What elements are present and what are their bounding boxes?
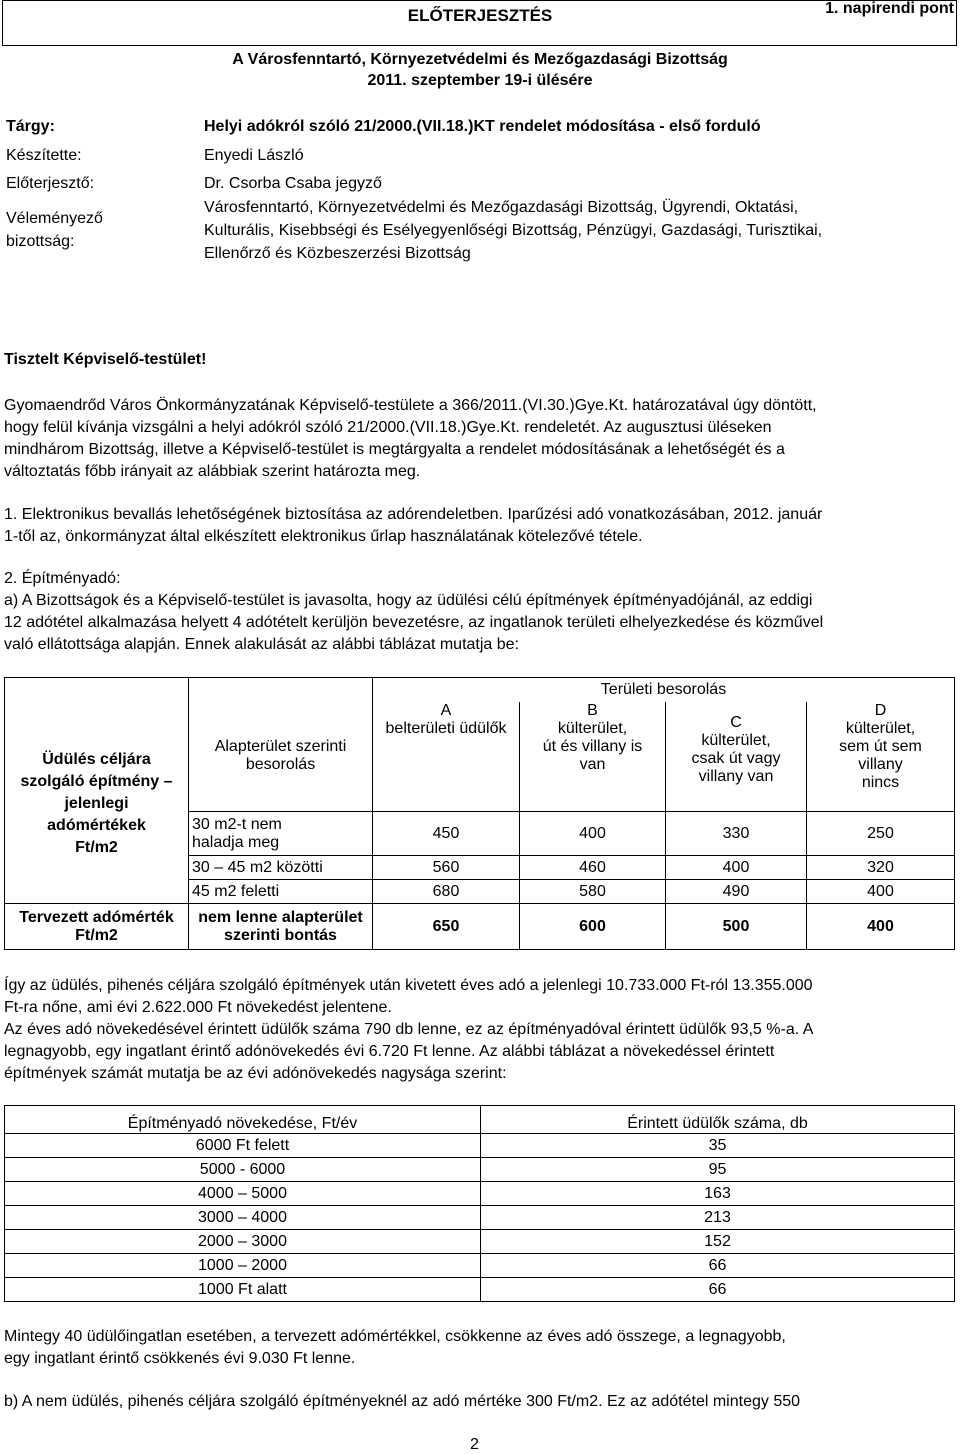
planned-b: 600 bbox=[520, 904, 666, 950]
subject-label: Tárgy: bbox=[6, 118, 55, 135]
paragraph-6 bbox=[4, 1326, 954, 1370]
tax-increase-table bbox=[4, 1105, 955, 1302]
page-number: 2 bbox=[470, 1436, 479, 1453]
base-area-row-2: 30 – 45 m2 közötti bbox=[189, 856, 373, 880]
affected-count: 213 bbox=[481, 1206, 955, 1230]
text-line: való ellátottsága alapján. Ennek alakulását az alábbi táblázat mutatja be: bbox=[4, 636, 520, 653]
agenda-item: 1. napirendi pont bbox=[825, 0, 954, 17]
section-heading: 2. Építményadó: bbox=[4, 570, 121, 587]
table-row bbox=[5, 1254, 955, 1278]
reviewer-label-2: bizottság: bbox=[6, 233, 75, 250]
rate-b: 460 bbox=[520, 856, 666, 880]
paragraph-5 bbox=[4, 1019, 954, 1085]
paragraph-3 bbox=[4, 568, 954, 656]
increase-range: 5000 - 6000 bbox=[5, 1158, 481, 1182]
increase-range: 4000 – 5000 bbox=[5, 1182, 481, 1206]
col-d-header: D külterület, sem út sem villany nincs bbox=[807, 702, 955, 812]
increase-range: 1000 Ft alatt bbox=[5, 1278, 481, 1302]
text-line: egy ingatlant érintő csökkenés évi 9.030 Ft lenne. bbox=[4, 1350, 356, 1367]
base-area-header: Alapterület szerinti besorolás bbox=[189, 702, 373, 812]
text-line: Gyomaendrőd Város Önkormányzatának Képviselő-testülete a 366/2011.(VI.30.)Gye.Kt. határozatával úgy döntött, bbox=[4, 397, 817, 414]
text-line: legnagyobb, egy ingatlant érintő adónövekedés évi 6.720 Ft lenne. Az alábbi táblázat a növekedéssel érintett bbox=[4, 1043, 775, 1060]
increase-range: 6000 Ft felett bbox=[5, 1134, 481, 1158]
rate-a: 680 bbox=[373, 880, 520, 904]
meeting-date: 2011. szeptember 19-i ülésére bbox=[367, 72, 593, 89]
text-line: 12 adótétel alkalmazása helyett 4 adótételt kerüljön bevezetésre, az ingatlanok területi elhelyezkedése és közművel bbox=[4, 614, 824, 631]
affected-count: 35 bbox=[481, 1134, 955, 1158]
affected-count: 95 bbox=[481, 1158, 955, 1182]
paragraph-2 bbox=[4, 504, 954, 548]
empty-cell bbox=[189, 678, 373, 702]
presenter-label: Előterjesztő: bbox=[6, 175, 95, 192]
planned-rate-label: nem lenne alapterület szerinti bontás bbox=[189, 904, 373, 950]
rate-c: 400 bbox=[666, 856, 807, 880]
table-row bbox=[5, 1182, 955, 1206]
text-line: 1. Elektronikus bevallás lehetőségének biztosítása az adórendeletben. Iparűzési adó vonatkozásában, 2012. január bbox=[4, 506, 823, 523]
text-line: változtatás főbb irányait az alábbiak szerint határozta meg. bbox=[4, 463, 421, 480]
text-line: Mintegy 40 üdülőingatlan esetében, a tervezett adómértékkel, csökkenne az éves adó összege, a legnagyobb, bbox=[4, 1328, 786, 1345]
reviewer-line: Városfenntartó, Környezetvédelmi és Mezőgazdasági Bizottság, Ügyrendi, Oktatási, bbox=[204, 199, 799, 216]
reviewer-line: Ellenőrző és Közbeszerzési Bizottság bbox=[204, 245, 471, 262]
table-row bbox=[5, 1134, 955, 1158]
affected-count: 66 bbox=[481, 1254, 955, 1278]
committee-name: A Városfenntartó, Környezetvédelmi és Mezőgazdasági Bizottság bbox=[232, 51, 728, 68]
text-line: b) A nem üdülés, pihenés céljára szolgáló építményeknél az adó mértéke 300 Ft/m2. Ez az adótétel mintegy 550 bbox=[4, 1393, 801, 1410]
increase-col-header: Építményadó növekedése, Ft/év bbox=[5, 1106, 481, 1134]
document-title: ELŐTERJESZTÉS bbox=[407, 6, 553, 25]
planned-a: 650 bbox=[373, 904, 520, 950]
greeting: Tisztelt Képviselő-testület! bbox=[4, 351, 207, 368]
increase-range: 3000 – 4000 bbox=[5, 1206, 481, 1230]
table-row bbox=[5, 1278, 955, 1302]
text-line: 1-től az, önkormányzat által elkészített elektronikus űrlap használatának kötelezővé tétele. bbox=[4, 528, 643, 545]
text-line: a) A Bizottságok és a Képviselő-testület is javasolta, hogy az üdülési célú építmények építményadójánál, az eddigi bbox=[4, 592, 813, 609]
text-line: építmények számát mutatja be az évi adónövekedés nagysága szerint: bbox=[4, 1065, 507, 1082]
table-row bbox=[5, 1158, 955, 1182]
current-rates-header-tail bbox=[5, 880, 189, 904]
rate-d: 400 bbox=[807, 880, 955, 904]
table-row bbox=[5, 1206, 955, 1230]
presenter: Dr. Csorba Csaba jegyző bbox=[204, 175, 382, 192]
text-line: Ft-ra nőne, ami évi 2.622.000 Ft növekedést jelentene. bbox=[4, 999, 392, 1016]
text-line: Így az üdülés, pihenés céljára szolgáló építmények után kivetett éves adó a jelenlegi 10.733.000 Ft-ról 13.355.000 bbox=[4, 977, 813, 994]
rate-c: 490 bbox=[666, 880, 807, 904]
paragraph-4 bbox=[4, 975, 954, 1019]
base-area-row-1: 30 m2-t nem haladja meg bbox=[189, 812, 373, 856]
planned-d: 400 bbox=[807, 904, 955, 950]
base-area-row-3: 45 m2 feletti bbox=[189, 880, 373, 904]
prepared-label: Készítette: bbox=[6, 147, 82, 164]
text-line: hogy felül kívánja vizsgálni a helyi adókról szóló 21/2000.(VII.18.)Gye.Kt. rendeletét. Az augusztusi üléseken bbox=[4, 419, 772, 436]
increase-range: 2000 – 3000 bbox=[5, 1230, 481, 1254]
increase-range: 1000 – 2000 bbox=[5, 1254, 481, 1278]
col-c-header: C külterület, csak út vagy villany van bbox=[666, 702, 807, 812]
col-b-header: B külterület, út és villany is van bbox=[520, 702, 666, 812]
rate-d: 250 bbox=[807, 812, 955, 856]
paragraph-7 bbox=[4, 1391, 954, 1413]
affected-count: 163 bbox=[481, 1182, 955, 1206]
count-col-header: Érintett üdülők száma, db bbox=[481, 1106, 955, 1134]
rate-c: 330 bbox=[666, 812, 807, 856]
paragraph-1 bbox=[4, 395, 954, 483]
rate-a: 450 bbox=[373, 812, 520, 856]
subject: Helyi adókról szóló 21/2000.(VII.18.)KT rendelet módosítása - első forduló bbox=[204, 118, 761, 135]
rate-b: 400 bbox=[520, 812, 666, 856]
affected-count: 152 bbox=[481, 1230, 955, 1254]
current-rates-label: Üdülés céljára szolgáló építmény – jelenlegi adómértékek Ft/m2 bbox=[20, 751, 173, 856]
prepared-by: Enyedi László bbox=[204, 147, 304, 164]
planned-c: 500 bbox=[666, 904, 807, 950]
table-row bbox=[5, 1230, 955, 1254]
planned-rate-header: Tervezett adómérték Ft/m2 bbox=[5, 904, 189, 950]
rate-b: 580 bbox=[520, 880, 666, 904]
rate-a: 560 bbox=[373, 856, 520, 880]
text-line: Az éves adó növekedésével érintett üdülők száma 790 db lenne, ez az építményadóval érintett üdülők 93,5 %-a. A bbox=[4, 1021, 814, 1038]
affected-count: 66 bbox=[481, 1278, 955, 1302]
reviewer-line: Kulturális, Kisebbségi és Esélyegyenlőségi Bizottság, Pénzügyi, Gazdasági, Turisztikai, bbox=[204, 222, 823, 239]
text-line: mindhárom Bizottság, illetve a Képviselő-testület is megtárgyalta a rendelet módosításának a lehetőségét és a bbox=[4, 441, 785, 458]
rate-d: 320 bbox=[807, 856, 955, 880]
reviewer-label: Véleményező bbox=[6, 210, 103, 227]
col-a-header: A belterületi üdülők bbox=[373, 702, 520, 812]
area-header: Területi besorolás bbox=[373, 678, 955, 702]
